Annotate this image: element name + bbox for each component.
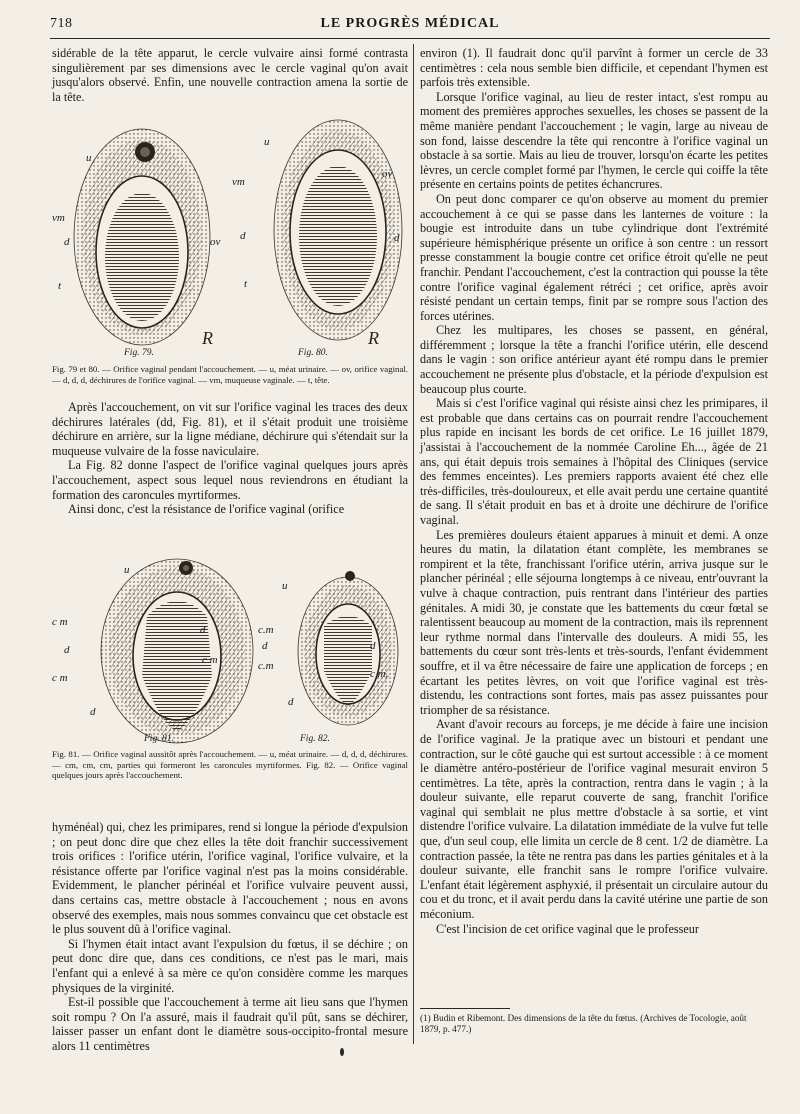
ink-speck bbox=[340, 1048, 344, 1056]
right-paragraph-6: Les premières douleurs étaient apparues à minuit et demi. A onze heures du matin, la dilatation étant complète, les membranes se rompirent et la tête, franchissant l'orifice utérin, arriva jusque sur le plancher périnéal ; elle séjourna longtemps à ce niveau, entr'ouvrant la vulve à chaque contraction, puis rentrant dans l'intérieur des parties génitales. A midi 30, je constate que les battements du cœur fœtal se ralentissent beaucoup au moment de la contraction, mais ils reprennent leur rythme normal dans l'intervalle des douleurs. A midi 55, les battements du cœur sont très-lents et très-sourds, l'enfant évidemment souffre, et il va être nécessaire de faire une application de forceps ; en écartant les petites lèvres, on voit que l'orifice vaginal est très-distendu, les contractions sont fortes, mais pas assez puissantes pour triompher de sa résistance. bbox=[420, 527, 768, 717]
page-header bbox=[50, 16, 770, 38]
fig-81-letter-cm: c m bbox=[52, 616, 68, 628]
fig-82-drawing bbox=[298, 571, 398, 725]
fig-letter-vm: vm bbox=[52, 212, 65, 224]
right-paragraph-4: Chez les multipares, les choses se passent, en général, différemment ; lorsque la tête a franchi l'orifice utérin, elle descend dans le vagin : son orifice antérieur ayant été rompu dans le premier accouchement ne présente plus d'obstacle, et la période d'expulsion est beaucoup plus courte. bbox=[420, 323, 768, 396]
right-paragraph-5: Mais si c'est l'orifice vaginal qui résiste ainsi chez les primipares, il est probable que dans certains cas on pourrait rendre l'accouchement plus rapide en incisant les bords de cet orifice. Le 16 juillet 1879, j'assistai à l'accouchement de la nommée Caroline Eh..., âgée de 21 ans, qui était depuis trois semaines à l'hôpital des Cliniques (service des femmes enceintes). Les premiers rapports avaient été chez elle très-difficiles, très-douloureux, et elle avait perdu une certaine quantité de sang. Il s'était produit en bas et à droite une déchirure de l'orifice vaginal. bbox=[420, 396, 768, 527]
fig-letter-vm-80: vm bbox=[232, 176, 245, 188]
left-paragraph-4: Ainsi donc, c'est la résistance de l'orifice vaginal (orifice bbox=[68, 502, 345, 517]
caption-fig-81-82: Fig. 81. — Orifice vaginal aussitôt après l'accouchement. — u, méat urinaire. — d, d, d, déchirures. — cm, cm, cm, parties qui formeront les caroncules myrtiformes. Fig. 82. — Orifice vaginal quelques jours après l'accouchement. bbox=[52, 749, 408, 781]
fig-81-letter-u: u bbox=[124, 564, 130, 576]
fig-82-letter-u: u bbox=[282, 580, 288, 592]
left-paragraph-5: hyménéal) qui, chez les primipares, rend si longue la période d'expulsion ; on peut donc dire que chez elles la tête doit franchir successivement trois orifices : l'orifice utérin, l'orifice vaginal, l'orifice vulvaire, et la résistance offerte par l'orifice vaginal n'est pas la moins considérable. Evidemment, le plancher périnéal et l'orifice vulvaire peuvent aussi, dans certains cas, mettre obstacle à l'accouchement ; nous en avons observé des exemples, mais nous sommes convaincu que cet obstacle est le plus souvent dû à l'orifice vaginal. bbox=[52, 820, 408, 937]
fig-letter-d-80b: d bbox=[394, 232, 400, 244]
left-column-middle bbox=[52, 400, 408, 517]
fig-81-letter-d3: d bbox=[90, 706, 96, 718]
fig-81-letter-d2: d bbox=[200, 624, 206, 636]
left-paragraph-6: Si l'hymen était intact avant l'expulsion du fœtus, il se déchire ; on peut donc dire que, dans ces conditions, ce n'est pas le mari, mais l'enfant qui a enlevé à sa mère ce qu'on considère comme les marques physiques de la virginité. bbox=[52, 936, 408, 995]
fig-81-label: Fig. 81. bbox=[144, 734, 174, 744]
running-head: LE PROGRÈS MÉDICAL bbox=[320, 16, 500, 31]
fig-letter-d-80a: d bbox=[240, 230, 246, 242]
right-paragraph-8: C'est l'incision de cet orifice vaginal que le professeur bbox=[436, 921, 699, 936]
fig-81-letter-cm2: c m bbox=[52, 672, 68, 684]
fig-80-drawing bbox=[274, 120, 402, 340]
fig-letter-u-80: u bbox=[264, 136, 270, 148]
right-paragraph-2: Lorsque l'orifice vaginal, au lieu de rester intact, s'est rompu au moment des premières approches sexuelles, les choses se passent de la même manière pendant l'accouchement ; le vagin, large au niveau de son fond, laisse descendre la tête qui rencontre à l'orifice vaginal un obstacle à sa sortie. Mais au lieu de trouver, lorsqu'on écarte les petites lèvres, un cercle complet formé par l'hymen, le cercle qui coiffe la tête présente en certains points de petites échancrures. bbox=[420, 89, 768, 192]
fig-82-letter-cm2: c.m bbox=[258, 660, 274, 672]
fig-81-letter-d: d bbox=[64, 644, 70, 656]
fig-79-label: Fig. 79. bbox=[124, 348, 154, 358]
fig-letter-ov: ov bbox=[210, 236, 221, 248]
engraver-mark-79: R bbox=[202, 328, 213, 348]
right-column bbox=[420, 46, 768, 936]
left-column-bottom bbox=[52, 820, 408, 1054]
header-rule bbox=[50, 38, 770, 39]
fig-82-letter-cm: c.m bbox=[258, 624, 274, 636]
left-paragraph-2: Après l'accouchement, on vit sur l'orifice vaginal les traces des deux déchirures latérales (dd, Fig. 81), et il s'était produit une troisième déchirure en arrière, sur la ligne médiane, déchirure qui s'étendait sur la muqueuse vulvaire de la fosse naviculaire. bbox=[52, 400, 408, 458]
fig-letter-u: u bbox=[86, 152, 92, 164]
left-paragraph-7: Est-il possible que l'accouchement à terme ait lieu sans que l'hymen soit rompu ? On l'a assuré, mais il faudrait qu'il pût, sans se déchirer, laisser passer un enfant dont le diamètre sous-occipito-frontal mesure alors 11 centimètres bbox=[52, 995, 408, 1053]
right-paragraph-7: Avant d'avoir recours au forceps, je me décide à faire une incision de l'orifice vaginal. Je la pratique avec un bistouri et pendant une contraction, sur le côté gauche qui est surtout accessible : à ce moment le diamètre antéro-postérieur de l'orifice vaginal mesurait environ 5 centimètres. La tête, après la contraction, rentra dans le vagin ; à la douleur suivante, elle reparut couverte de sang, franchit l'orifice vaginal qui semblait ne plus mettre d'obstacle à sa sortie, et vint distendre l'orifice vulvaire. La dilatation immédiate de la vulve fut telle que, d'un seul coup, elle limita un cercle de 8 cent. 1/2 de diamètre. La contraction passée, la tête ne rentra pas dans les parties génitales et à la douleur suivante, elle franchit sans le rompre l'orifice vulvaire. L'enfant était légèrement asphyxié, il présentait un circulaire autour du cou et du tronc, et il avait perdu dans la cavité utérine une partie de son méconium. bbox=[420, 717, 768, 922]
right-paragraph-3: On peut donc comparer ce qu'on observe au moment du premier accouchement à ce qui se passe dans les lanternes de voiture : la bougie est introduite dans un tube cylindrique dont l'extrémité supérieure hémisphérique présente un orifice à son centre : un ressort presse constamment la bougie contre cet orifice étroit qu'elle ne peut franchir. Pendant l'accouchement, c'est la contraction qui pousse la tête contre l'orifice vaginal également rétréci ; cet orifice, après avoir résisté pendant un certain temps, finit par se rompre sous l'action des forces utérines. bbox=[420, 191, 768, 323]
footnote: (1) Budin et Ribemont. Des dimensions de la tête du fœtus. (Archives de Tocologie, août 1879, p. 477.) bbox=[420, 1013, 747, 1035]
fig-81-letter-cm3: c m bbox=[202, 654, 218, 666]
fig-letter-d: d bbox=[64, 236, 70, 248]
fig-81-drawing bbox=[101, 559, 253, 743]
figure-79-80-illustration bbox=[52, 112, 408, 362]
fig-letter-t: t bbox=[58, 280, 62, 292]
left-paragraph-1: sidérable de la tête apparut, le cercle vulvaire ainsi formé contrasta singulièrement par ses dimensions avec le cercle vaginal qu'on avait jusqu'alors observé. Enfin, une nouvelle contraction amena la sortie de la tête. bbox=[52, 46, 408, 104]
figure-81-82 bbox=[52, 556, 408, 796]
left-paragraph-3: La Fig. 82 donne l'aspect de l'orifice vaginal quelques jours après l'accouchement, aspect sous lequel nous reviendrons en étudiant la formation des caroncules myrtiformes. bbox=[52, 458, 408, 502]
left-column-top bbox=[52, 46, 408, 104]
figure-81-82-illustration bbox=[52, 556, 408, 746]
fig-82-letter-cm3: c m. bbox=[370, 668, 389, 680]
fig-letter-t-80: t bbox=[244, 278, 248, 290]
fig-letter-ov-80: ov bbox=[382, 168, 393, 180]
fig-82-letter-d2: d bbox=[370, 640, 376, 652]
right-paragraph-1: environ (1). Il faudrait donc qu'il parvînt à former un cercle de 33 centimètres : cela nous semble bien difficile, et cependant l'hymen est parfois très extensible. bbox=[420, 46, 768, 90]
fig-80-label: Fig. 80. bbox=[298, 348, 328, 358]
column-divider bbox=[413, 44, 414, 1044]
figure-79-80 bbox=[52, 112, 408, 402]
page-number: 718 bbox=[50, 16, 73, 31]
fig-82-letter-d: d bbox=[262, 640, 268, 652]
fig-82-letter-d3: d bbox=[288, 696, 294, 708]
engraver-mark-80: R bbox=[368, 328, 379, 348]
fig-82-label: Fig. 82. bbox=[300, 734, 330, 744]
caption-fig-79-80: Fig. 79 et 80. — Orifice vaginal pendant l'accouchement. — u, méat urinaire. — ov, orifice vaginal. — d, d, d, déchirures de l'orifice vaginal. — vm, muqueuse vaginale. — t, tête. bbox=[52, 364, 408, 385]
fig-79-drawing bbox=[74, 129, 210, 345]
footnote-rule bbox=[420, 1008, 510, 1009]
